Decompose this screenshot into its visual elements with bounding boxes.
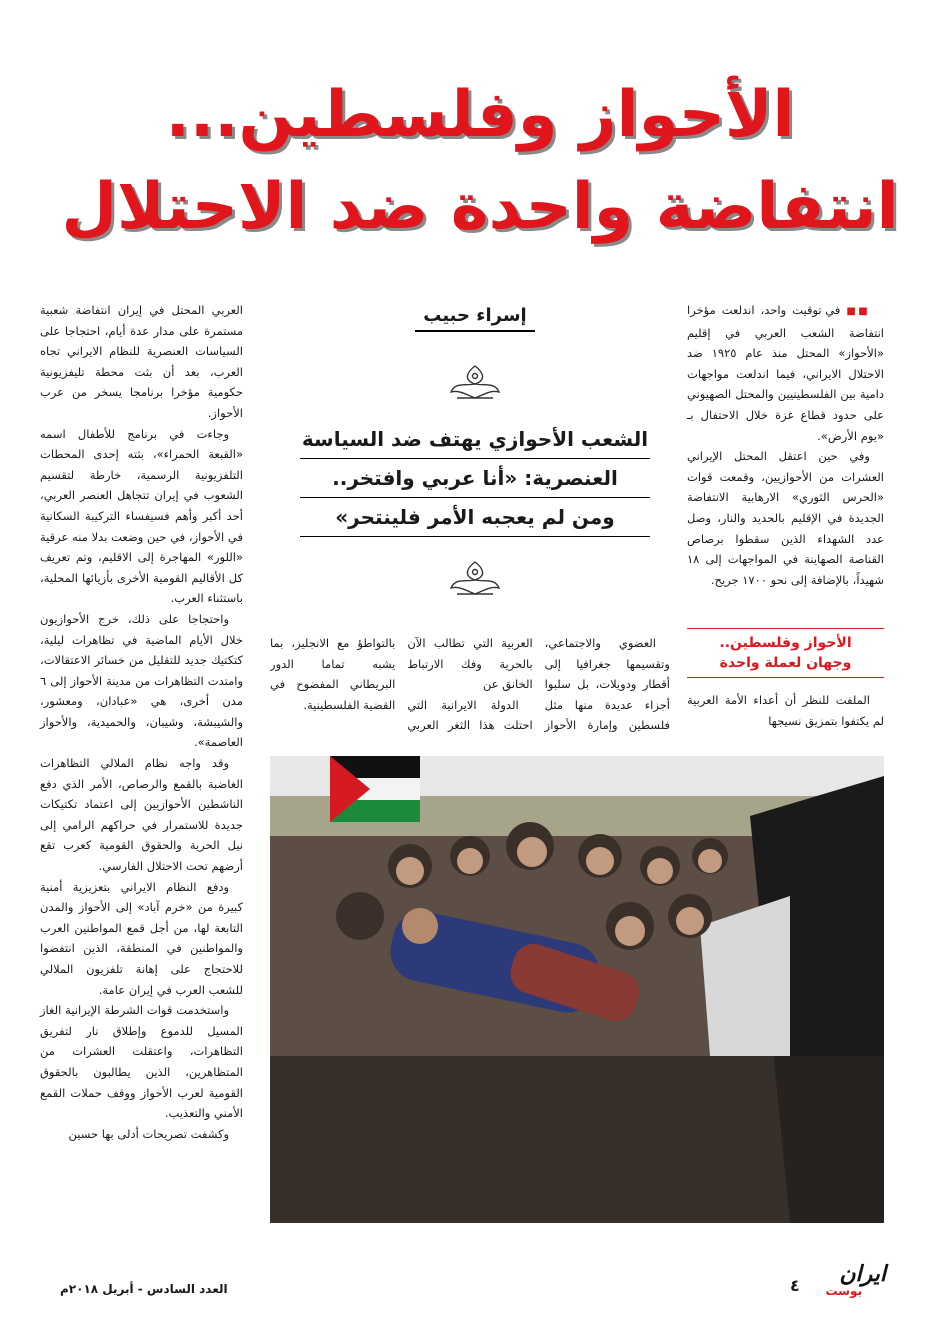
ornament-icon <box>445 558 505 598</box>
article-paragraph: العربي المحتل في إيران انتفاضة شعبية مستمرة على مدار عدة أيام، احتجاجا على السياسات العنصرية للنظام الايراني تجاه العرب، بعد أن بثت محطة تليفزيونية حكومية مؤخرا برنامجا يسخر من عرب الأحواز. <box>40 303 243 420</box>
headline-line-1: الأحواز وفلسطين... <box>165 78 795 152</box>
article-column-left <box>40 300 243 1144</box>
logo-text-post: بوست <box>825 1284 862 1298</box>
news-photo <box>270 756 884 1223</box>
page-number: ٤ <box>790 1276 800 1295</box>
article-paragraph: ودفع النظام الايراني بتعزيزية أمنية كبيرة من «خرم آباد» إلى الأحواز والمدن التابعة لها، من أجل قمع المواطنين العرب والمواطنين في المنطقة، الذين انتفضوا للاحتجاج على إهانة تلفزيون الملالي للشعب العرب في إيران عامة. <box>40 879 243 997</box>
protest-photo-illustration <box>270 756 884 1223</box>
article-paragraph: وفي حين اعتقل المحتل الإيراني العشرات من الأحوازيين، وقمعت قوات «الحرس الثوري» الارهابية الانتفاضة الجديدة في الإقليم بالحديد والنار، وصل عدد الشهداء الذين سقطوا برصاص القناصة الصهاينة في المواجهات إلى ١٨ شهيداً، بالإضافة إلى نحو ١٧٠٠ جريح. <box>687 449 884 587</box>
article-paragraph: الدولة الايرانية التي احتلت هذا الثغر العربي بالتواطؤ مع الانجليز، بما يشبه تماما الدور البريطاني المفضوح في القضية الفلسطينية. <box>270 636 533 733</box>
article-column-right <box>687 300 884 590</box>
article-paragraph: واستخدمت قوات الشرطة الإيرانية الغاز المسيل للدموع وإطلاق نار لتفريق التظاهرات، واعتقلت العشرات من المتظاهرين، الذين يطالبون بالحقوق القومية لعرب الأحواز ووقف حملات القمع الأمني والتعذيب. <box>40 1003 243 1121</box>
pull-quote-line-2: العنصرية: «أنا عربي وافتخر.. <box>300 459 650 498</box>
article-paragraph: واحتجاجا على ذلك، خرج الأحوازيون خلال الأيام الماضية في تظاهرات ليلية، كتكتيك جديد للتقليل من خسائر الاعتقالات، وامتدت التظاهرات من مدينة الأحواز إلى ٦ مدن أخرى، هي «عبادان، ومعشور، والشيبشة، وشيبان، والحميدية، والأحواز العاصمة». <box>40 611 243 750</box>
issue-date: العدد السادس - أبريل ٢٠١٨م <box>60 1282 228 1296</box>
article-paragraph: وقد واجه نظام الملالي التظاهرات الغاضبة بالقمع والرصاص، الأمر الذي دفع الناشطين الأحوازيين إلى اعتماد تكتيكات جديدة للاستمرار في حراكهم الرامي إلى نيل الحرية والحقوق القومية كعرب تقع أرضهم تحت الاحتلال الفارسي. <box>40 756 243 874</box>
pull-quote-line-3: ومن لم يعجبه الأمر فلينتحر» <box>300 498 650 537</box>
article-paragraph: العضوي والاجتماعي، وتقسيمها جغرافيا إلى أقطار ودويلات، بل سلبوا أجزاء عديدة منها مثل فلسطين وإمارة الأحواز العربية التي تطالب الآن بالحرية وفك الارتباط الخانق عن <box>407 636 670 733</box>
subheading-line-2: وجهان لعملة واحدة <box>719 655 852 671</box>
subheading <box>687 628 884 678</box>
logo-text-iran: ايران <box>839 1262 886 1287</box>
ornament-icon <box>445 362 505 402</box>
headline-line-2: انتفاضة واحدة ضد الاحتلال <box>61 170 899 244</box>
article-middle-text <box>270 633 670 748</box>
author-name: إسراء حبيب <box>415 305 535 332</box>
paragraph-marker: ■■ <box>846 306 871 317</box>
subheading-line-1: الأحواز وفلسطين.. <box>719 635 852 651</box>
magazine-logo <box>820 1262 890 1302</box>
palestinian-flag <box>330 756 420 822</box>
article-paragraph: في توقيت واحد، اندلعت مؤخرا انتفاضة الشعب العربي في إقليم «الأحواز» المحتل منذ عام ١٩٢٥ ضد الاحتلال الايراني، فيما اندلعت مواجهات دامية بين الفلسطينيين والمحتل الصهيوني على حدود قطاع غزة خلال الاحتفال بـ «يوم الأرض». <box>687 303 884 443</box>
pull-quote-line-1: الشعب الأحوازي يهتف ضد السياسة <box>300 420 650 459</box>
pull-quote <box>300 420 650 537</box>
article-paragraph: الملفت للنظر أن أعداء الأمة العربية لم يكتفوا بتمزيق نسيجها <box>687 693 884 728</box>
article-paragraph: وكشفت تصريحات أدلى بها حسين <box>68 1126 229 1141</box>
article-paragraph: وجاءت في برنامج للأطفال اسمه «القبعة الحمراء»، بثته إحدى المحطات التلفزيونية الرسمية، خارطة لتقسيم الشعوب في إيران تتجاهل العنصر العربي، أحد أكبر وأهم فسيفساء التركيبة السكانية في الأحواز، في حين وضعت بدلا منه عرقية «اللور» المهاجرة إلى الاقليم، وتم تعريف كل الأقاليم القومية الأخرى بأزيائها المحلية، باستثناء العرب. <box>40 426 243 606</box>
article-column-right-bottom <box>687 690 884 731</box>
